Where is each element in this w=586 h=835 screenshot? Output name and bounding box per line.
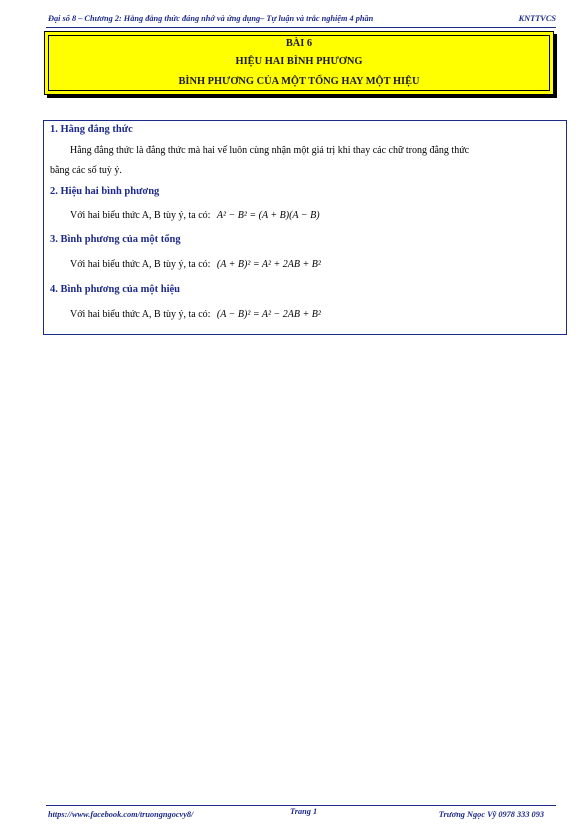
section-4-formula: (A − B)² = A² − 2AB + B² xyxy=(216,309,321,320)
footer-link[interactable]: https://www.facebook.com/truongngocvy8/ xyxy=(48,810,194,819)
section-3-heading: 3. Bình phương của một tổng xyxy=(50,234,181,245)
header-right-text: KNTTVCS xyxy=(518,14,556,23)
section-2-formula: A² − B² = (A + B)(A − B) xyxy=(216,210,320,221)
section-1-text-line1: Hằng đẳng thức là đẳng thức mà hai vế luôn cùng nhận một giá trị khi thay các chữ trong đẳng thức xyxy=(70,145,470,156)
lesson-title-line1: HIỆU HAI BÌNH PHƯƠNG xyxy=(235,56,363,67)
section-1-text-line2: bằng các số tuỳ ý. xyxy=(50,165,122,176)
section-3-intro: Với hai biểu thức A, B tùy ý, ta có: xyxy=(70,259,211,270)
section-2-heading: 2. Hiệu hai bình phương xyxy=(50,186,160,197)
page-footer xyxy=(46,805,556,820)
section-1-heading: 1. Hằng đẳng thức xyxy=(50,124,133,135)
header-left-text: Đại số 8 – Chương 2: Hằng đẳng thức đáng nhớ và ứng dụng– Tự luận và trắc nghiệm 4 phần xyxy=(48,14,374,23)
title-box xyxy=(44,31,554,95)
section-4-heading: 4. Bình phương của một hiệu xyxy=(50,284,180,295)
section-3-formula: (A + B)² = A² + 2AB + B² xyxy=(216,259,321,270)
title-inner-frame xyxy=(48,35,550,91)
footer-author: Trương Ngọc Vỹ 0978 333 093 xyxy=(438,810,544,819)
content-box xyxy=(43,120,567,335)
lesson-number: BÀI 6 xyxy=(285,38,313,49)
page-header xyxy=(46,13,556,28)
section-2-line xyxy=(70,210,320,221)
section-4-line xyxy=(70,309,321,320)
footer-page-number: Trang 1 xyxy=(290,807,318,816)
section-2-intro: Với hai biểu thức A, B tùy ý, ta có: xyxy=(70,210,211,221)
section-3-line xyxy=(70,259,321,270)
section-4-intro: Với hai biểu thức A, B tùy ý, ta có: xyxy=(70,309,211,320)
lesson-title-line2: BÌNH PHƯƠNG CỦA MỘT TỔNG HAY MỘT HIỆU xyxy=(178,76,420,87)
